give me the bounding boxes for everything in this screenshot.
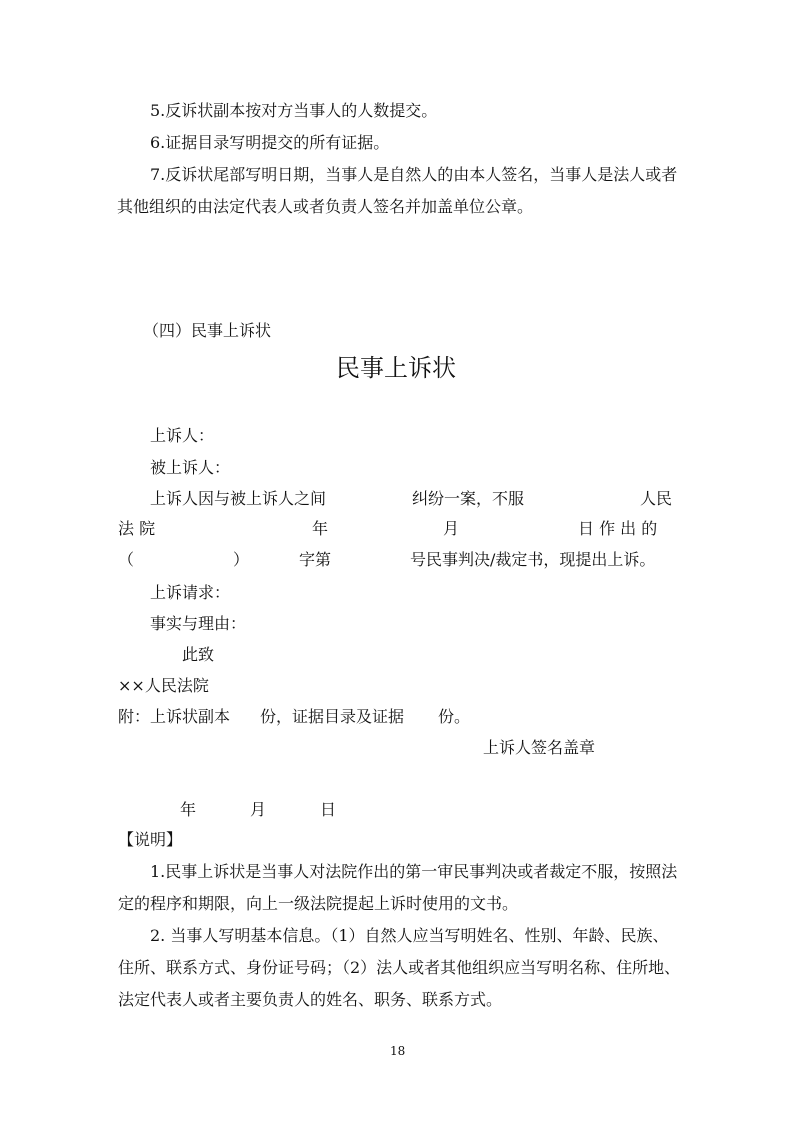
date-year: 年: [180, 800, 197, 819]
explanation-item-1-line2: 定的程序和期限，向上一级法院提起上诉时使用的文书。: [118, 894, 519, 913]
attachment-text-a: 附：上诉状副本: [118, 707, 231, 726]
document-title: 民事上诉状: [336, 354, 456, 382]
court-text: 法 院: [118, 519, 156, 538]
explanation-item-2-line2: 住所、联系方式、身份证号码；（2）法人或者其他组织应当写明名称、住所地、: [118, 958, 681, 977]
date-month: 月: [250, 800, 267, 819]
note-item-6: 6.证据目录写明提交的所有证据。: [150, 133, 390, 152]
note-item-7-line1: 7.反诉状尾部写明日期，当事人是自然人的由本人签名，当事人是法人或者: [150, 165, 678, 184]
paren-open: （: [118, 550, 135, 569]
explanation-item-2-line3: 法定代表人或者主要负责人的姓名、职务、联系方式。: [118, 990, 503, 1009]
page-number: 18: [390, 1044, 406, 1058]
court-name: ××人民法院: [118, 676, 209, 695]
attachment-text-c: 份。: [438, 707, 471, 726]
note-item-7-line2: 其他组织的由法定代表人或者负责人签名并加盖单位公章。: [117, 197, 534, 216]
day-made-text: 日 作 出 的: [578, 519, 658, 538]
zi-di-text: 字第: [299, 550, 332, 569]
judgment-text: 号民事判决/裁定书，现提出上诉。: [410, 550, 656, 569]
date-day: 日: [320, 800, 337, 819]
appellee-label: 被上诉人：: [150, 458, 231, 477]
year-label: 年: [312, 519, 329, 538]
reason-text-b: 纠纷一案，不服: [412, 489, 525, 508]
reason-text-c: 人民: [640, 489, 673, 508]
explanation-item-1-line1: 1.民事上诉状是当事人对法院作出的第一审民事判决或者裁定不服，按照法: [150, 862, 678, 881]
facts-label: 事实与理由：: [150, 614, 247, 633]
explanation-heading: 【说明】: [118, 830, 183, 849]
signature-label: 上诉人签名盖章: [483, 738, 596, 757]
appellant-label: 上诉人：: [150, 426, 215, 445]
month-label: 月: [443, 519, 460, 538]
reason-text-a: 上诉人因与被上诉人之间: [150, 489, 327, 508]
paren-close: ）: [233, 550, 250, 569]
section-heading: （四）民事上诉状: [143, 321, 272, 340]
note-item-5: 5.反诉状副本按对方当事人的人数提交。: [150, 101, 438, 120]
attachment-text-b: 份，证据目录及证据: [260, 707, 405, 726]
request-label: 上诉请求：: [150, 583, 231, 602]
explanation-item-2-line1: 2. 当事人写明基本信息。（1）自然人应当写明姓名、性别、年龄、民族、: [150, 926, 669, 945]
cizhi-text: 此致: [182, 645, 215, 664]
